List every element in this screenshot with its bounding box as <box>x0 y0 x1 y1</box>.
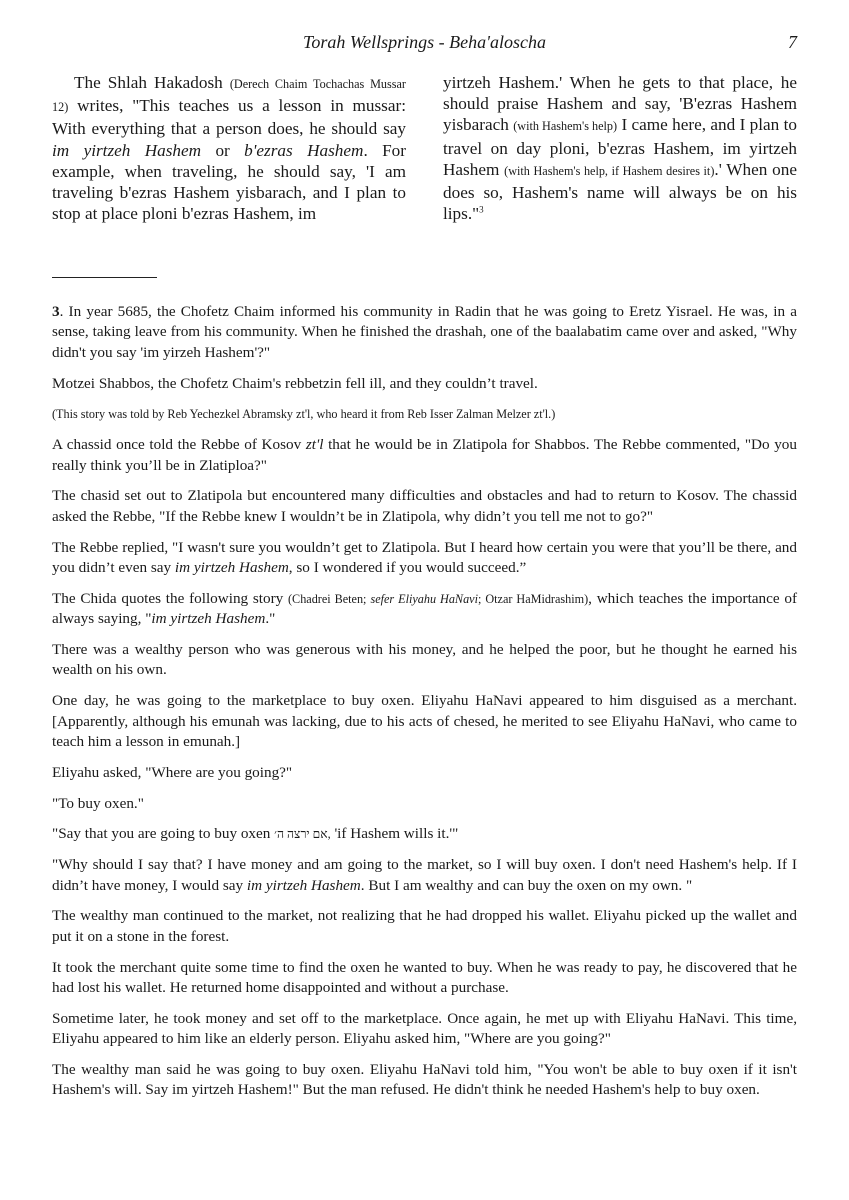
body-paragraph <box>443 72 797 224</box>
text-run: (with Hashem's help, if Hashem desires it) <box>504 163 715 178</box>
text-run: zt'l <box>305 436 324 454</box>
text-run: The Shlah Hakadosh <box>74 73 230 92</box>
text-run: "Say that you are going to buy oxen <box>52 825 275 843</box>
footnote-paragraph <box>52 906 797 947</box>
text-run: or <box>201 140 245 160</box>
footnote-paragraph <box>52 302 797 363</box>
page-number: 7 <box>788 32 797 52</box>
text-run: that he would be in Zlatipola for Shabbos. The Rebbe commented, "Do you really think you’ll be in Zlatiploa?" <box>52 436 797 474</box>
main-text-columns <box>52 72 797 224</box>
text-run: . In year 5685, the Chofetz Chaim informed his community in Radin that he was going to Eretz Yisrael. He was, in a sense, taking leave from his community. When he finished the drashah, one of the baalabatim came over and asked, "Why didn't you say 'im yirzeh Hashem'?" <box>52 303 797 361</box>
body-paragraph <box>52 72 406 224</box>
text-run: The wealthy man continued to the market, not realizing that he had dropped his wallet. Eliyahu picked up the wallet and put it on a stone in the forest. <box>52 907 797 945</box>
text-run: The wealthy man said he was going to buy oxen. Eliyahu HaNavi told him, "You won't be able to buy oxen if it isn't Hashem's will. Say im yirtzeh Hashem!" But the man refused. He didn't think he needed Hashem's help to buy oxen. <box>52 1061 797 1099</box>
footnote-paragraph <box>52 589 797 630</box>
text-run: ; Otzar HaMidrashim) <box>477 591 589 606</box>
footnote-paragraph <box>52 486 797 527</box>
text-run: One day, he was going to the marketplace to buy oxen. Eliyahu HaNavi appeared to him disguised as a merchant. [Apparently, although his emunah was lacking, due to his acts of chesed, he merited to see Eliyahu HaNavi, who came to teach him a lesson in emunah.] <box>52 692 797 751</box>
text-run: .' When one does so, Hashem's name will always be on his lips." <box>443 159 798 224</box>
running-header-title: Torah Wellsprings - Beha'aloscha <box>302 32 547 52</box>
footnote-separator <box>52 277 157 278</box>
text-run: 'if Hashem wills it.'" <box>330 825 459 843</box>
text-run: , which teaches the importance of always saying, " <box>52 589 798 628</box>
footnote-paragraph <box>52 1060 797 1101</box>
text-run: writes, "This teaches us a lesson in mussar: With everything that a person does, he should say <box>52 96 406 139</box>
text-run: The chasid set out to Zlatipola but encountered many difficulties and obstacles and had to return to Kosov. The chassid asked the Rebbe, "If the Rebbe knew I wouldn’t be in Zlatipola, why didn’t you tell me not to go?" <box>52 487 797 525</box>
footnote-paragraph <box>52 374 797 394</box>
text-run: The Rebbe replied, "I wasn't sure you wouldn’t get to Zlatipola. But I heard how certain you were that you’ll be there, and you didn’t even say <box>52 538 797 577</box>
text-run: yirtzeh Hashem.' When he gets to that place, he should praise Hashem and say, 'B'ezras Hashem yisbarach <box>443 73 797 135</box>
footnote-paragraph <box>52 691 797 752</box>
text-run: אם ירצה ה׳, <box>274 827 331 842</box>
text-run: im yirtzeh Hashem <box>52 140 202 160</box>
text-run: Eliyahu asked, "Where are you going?" <box>52 763 293 781</box>
text-run: I came here, and I plan to travel on day ploni, b'ezras Hashem, im yirtzeh Hashem <box>443 115 797 179</box>
text-run: im yirtzeh Hashem <box>151 610 266 628</box>
footnote-paragraph <box>52 855 797 896</box>
text-run: "Why should I say that? I have money and am going to the market, so I will buy oxen. I don't need Hashem's help. If I didn’t have money, I would say <box>52 856 797 894</box>
text-run: (Derech Chaim Tochachas Mussar 12) <box>52 77 406 115</box>
text-run: 3 <box>52 303 60 320</box>
text-run: It took the merchant quite some time to find the oxen he wanted to buy. When he was ready to pay, he discovered that he had lost his wallet. He returned home disappointed and without a purchase. <box>52 958 797 997</box>
footnote-paragraph <box>52 640 797 681</box>
text-run: , so I wondered if you would succeed.” <box>288 559 527 577</box>
text-run: ." <box>265 610 276 628</box>
text-run: "To buy oxen." <box>52 794 144 812</box>
right-column <box>443 72 797 224</box>
text-run: (This story was told by Reb Yechezkel Abramsky zt'l, who heard it from Reb Isser Zalman Melzer zt'l.) <box>52 407 556 422</box>
footnote-paragraph <box>52 794 797 814</box>
text-run: A chassid once told the Rebbe of Kosov <box>52 436 306 454</box>
footnote-reference: 3 <box>479 204 484 215</box>
text-run: Sometime later, he took money and set off to the marketplace. Once again, he met up with Eliyahu HaNavi. This time, Eliyahu appeared to him like an elderly person. Eliyahu asked him, "Where are you going?" <box>52 1009 797 1048</box>
text-run: b'ezras Hashem <box>244 140 364 160</box>
footnote-paragraph <box>52 538 797 579</box>
text-run: There was a wealthy person who was generous with his money, and he helped the poor, but he thought he earned his wealth on his own. <box>52 641 797 679</box>
footnote-paragraph <box>52 1009 797 1050</box>
footnote-paragraph <box>52 404 797 424</box>
text-run: (Chadrei Beten; <box>288 591 371 606</box>
running-header <box>52 32 797 56</box>
text-run: im yirtzeh Hashem <box>174 559 289 577</box>
footnote-paragraph <box>52 824 797 844</box>
text-run: im yirtzeh Hashem <box>246 876 361 894</box>
text-run: . But I am wealthy and can buy the oxen on my own. " <box>360 876 693 894</box>
left-column <box>52 72 406 224</box>
text-run: Motzei Shabbos, the Chofetz Chaim's rebbetzin fell ill, and they couldn’t travel. <box>52 374 538 392</box>
footnote-paragraph <box>52 763 797 783</box>
footnote-paragraph <box>52 958 797 999</box>
footnotes-section <box>52 302 797 1111</box>
text-run: sefer Eliyahu HaNavi <box>370 591 478 606</box>
text-run: (with Hashem's help) <box>513 119 618 134</box>
text-run: The Chida quotes the following story <box>52 589 288 607</box>
footnote-paragraph <box>52 435 797 476</box>
text-run: . For example, when traveling, he should say, 'I am traveling b'ezras Hashem yisbarach, and I plan to stop at place ploni b'ezras Hashem, im <box>52 140 406 224</box>
